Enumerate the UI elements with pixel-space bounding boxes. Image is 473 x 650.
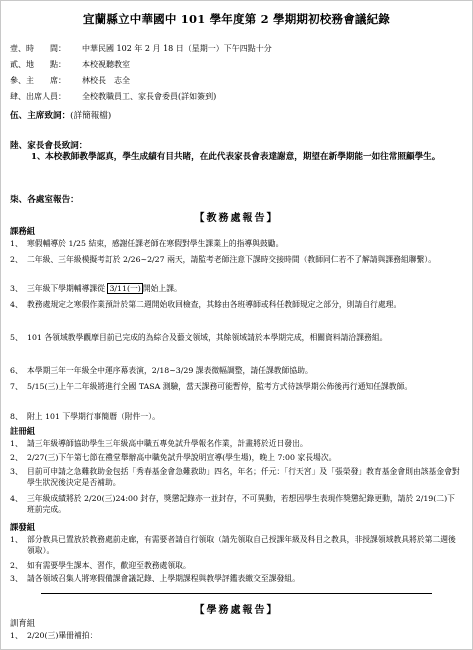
- item-number: 1、: [10, 631, 23, 640]
- section-divider: [41, 593, 432, 594]
- item-number: 7、: [10, 382, 23, 391]
- item-text: 目前可申請之急難救助金包括「秀春基金會急難救助」四名，年名；仟元：「行天宮」及「張榮發」教育基金會則由該基金會對學生狀況後決定是否補助。: [27, 467, 460, 488]
- item-number: 1、: [10, 439, 23, 448]
- section-chair-speech: [10, 109, 111, 121]
- list-item: [10, 466, 462, 488]
- item-text: 本學期三年一年級全中運序幕表演，2/18~3/29 課表微幅調整，請任課教師協助。: [27, 366, 313, 375]
- list-item: [10, 332, 462, 343]
- group-title: 課發組: [10, 522, 36, 532]
- section-office-reports: 柒、各處室報告：: [10, 195, 79, 205]
- list-item: [10, 534, 462, 556]
- page-title: 宜蘭縣立中華國中 101 學年度第 2 學期期初校務會議紀錄: [82, 12, 391, 26]
- item-number: 4、: [10, 300, 23, 309]
- item-text: [27, 283, 462, 294]
- item-text: 101 各領域教學觀摩目前已完成的為綜合及藝文領域，其餘領域請於本學期完成，相關資料請洽課務組。: [27, 333, 388, 342]
- section-parent-speech: 陸、家長會長致詞：: [10, 141, 88, 151]
- item-text: 教務處規定之寒假作業預計於第二週開始收回檢查，其餘由各班導師或科任教師規定之部分，則請自行處理。: [27, 300, 402, 309]
- list-item: [10, 452, 462, 463]
- item-text: 2/20(三)畢冊補拍：: [27, 631, 98, 640]
- item-number: 3、: [10, 467, 23, 476]
- list-item: [10, 411, 462, 422]
- item-number: 6、: [10, 366, 23, 375]
- item-number: 8、: [10, 412, 23, 421]
- item-text-post: 開始上課。: [142, 284, 182, 293]
- meta-value: 林校長 志全: [82, 76, 130, 85]
- group-title: 課務組: [10, 226, 36, 236]
- list-item: [10, 630, 462, 641]
- meta-time: [10, 43, 272, 54]
- list-item: [10, 381, 462, 392]
- meta-chair: [10, 75, 130, 86]
- meta-value: 中華民國 102 年 2 月 18 日（星期一）下午四點十分: [82, 44, 272, 53]
- item-number: 3、: [10, 284, 23, 293]
- meta-attendees: [10, 91, 216, 102]
- section-title: 伍、主席致詞：: [10, 111, 71, 121]
- academic-affairs-heading: 【教務處報告】: [194, 213, 279, 224]
- item-number: 2、: [10, 255, 23, 264]
- item-number: 2、: [10, 561, 23, 570]
- meta-value: 本校視聽教室: [82, 60, 130, 69]
- item-number: 2、: [10, 453, 23, 462]
- item-text: 如有需要學生課本、習作，歡迎至教務處領取。: [27, 561, 191, 570]
- item-text-pre: 三年級下學期輔導課從: [27, 284, 108, 293]
- item-number: 1、: [10, 239, 23, 248]
- item-number: 4、: [10, 494, 23, 503]
- group-title: 訓育組: [10, 618, 36, 628]
- item-text: 部分教具已置放於教務處前走廊，有需要者請自行領取（請先領取自己授課年級及科目之教具，非授課領域教具將於第二週後領取）。: [27, 535, 456, 556]
- list-item: [10, 493, 462, 515]
- item-text: 請各領域召集人將寒假備課會議記錄、上學期課程與教學評鑑表繳交至課發組。: [27, 574, 300, 583]
- list-item: [10, 283, 462, 294]
- meta-label: 壹、時 間：: [10, 44, 66, 53]
- item-text: 5/15(三)上午二年級將進行全國 TASA 測驗，當天課務可能暫停，監考方式待該學期公佈後再行通知任課教師。: [27, 382, 413, 391]
- item-text: 三年級成績將於 2/20(三)24:00 封存，獎懲記錄亦一並封存，不可異動，若想因學生表現作獎懲紀錄更動，請於 2/19(二)下班前完成。: [27, 494, 455, 515]
- item-text: 二年級、三年級模擬考訂於 2/26~2/27 兩天，請監考老師注意下課時交接時間（教師同仁若不了解請與課務組聯繫）。: [27, 255, 437, 264]
- list-item: [10, 299, 462, 310]
- section-note: (詳簡報檔): [70, 111, 112, 121]
- list-item: [10, 560, 462, 571]
- meta-label: 參、主 席：: [10, 76, 66, 85]
- item-text: 請三年級導師協助學生三年級高中職五專免試升學報名作業，計畫將於近日發出。: [27, 439, 308, 448]
- list-item: [10, 438, 462, 449]
- item-text: 寒假輔導於 1/25 結束，感謝任課老師在寒假對學生課業上的指導與鼓勵。: [27, 239, 284, 248]
- parent-speech-item: [31, 151, 451, 163]
- item-text: 附上 101 下學期行事簡曆（附件一）。: [27, 412, 160, 421]
- item-text: 2/27(三)下午第七節在禮堂舉辦高中職免試升學說明宣導(學生場)，晚上 7:00 家長場次。: [27, 453, 337, 462]
- student-affairs-heading: 【學務處報告】: [194, 605, 279, 616]
- meta-label: 肆、出席人員：: [10, 92, 66, 101]
- meta-place: [10, 59, 130, 70]
- meta-value: 全校教職員工、家長會委員(詳如簽到): [82, 92, 217, 101]
- group-title: 註冊組: [10, 426, 36, 436]
- list-item: [10, 365, 462, 376]
- meta-label: 貳、地 點：: [10, 60, 66, 69]
- list-item: [10, 238, 462, 249]
- boxed-date: 3/11(一): [109, 284, 141, 293]
- item-number: 1、: [31, 152, 46, 162]
- item-number: 5、: [10, 333, 23, 342]
- item-text: 本校教師教學認真，學生成績有目共睹，在此代表家長會表達謝意，期望在新學期能一如往常照顧學生。: [45, 152, 441, 162]
- item-number: 3、: [10, 574, 23, 583]
- list-item: [10, 573, 462, 584]
- list-item: [10, 254, 462, 265]
- item-number: 1、: [10, 535, 23, 544]
